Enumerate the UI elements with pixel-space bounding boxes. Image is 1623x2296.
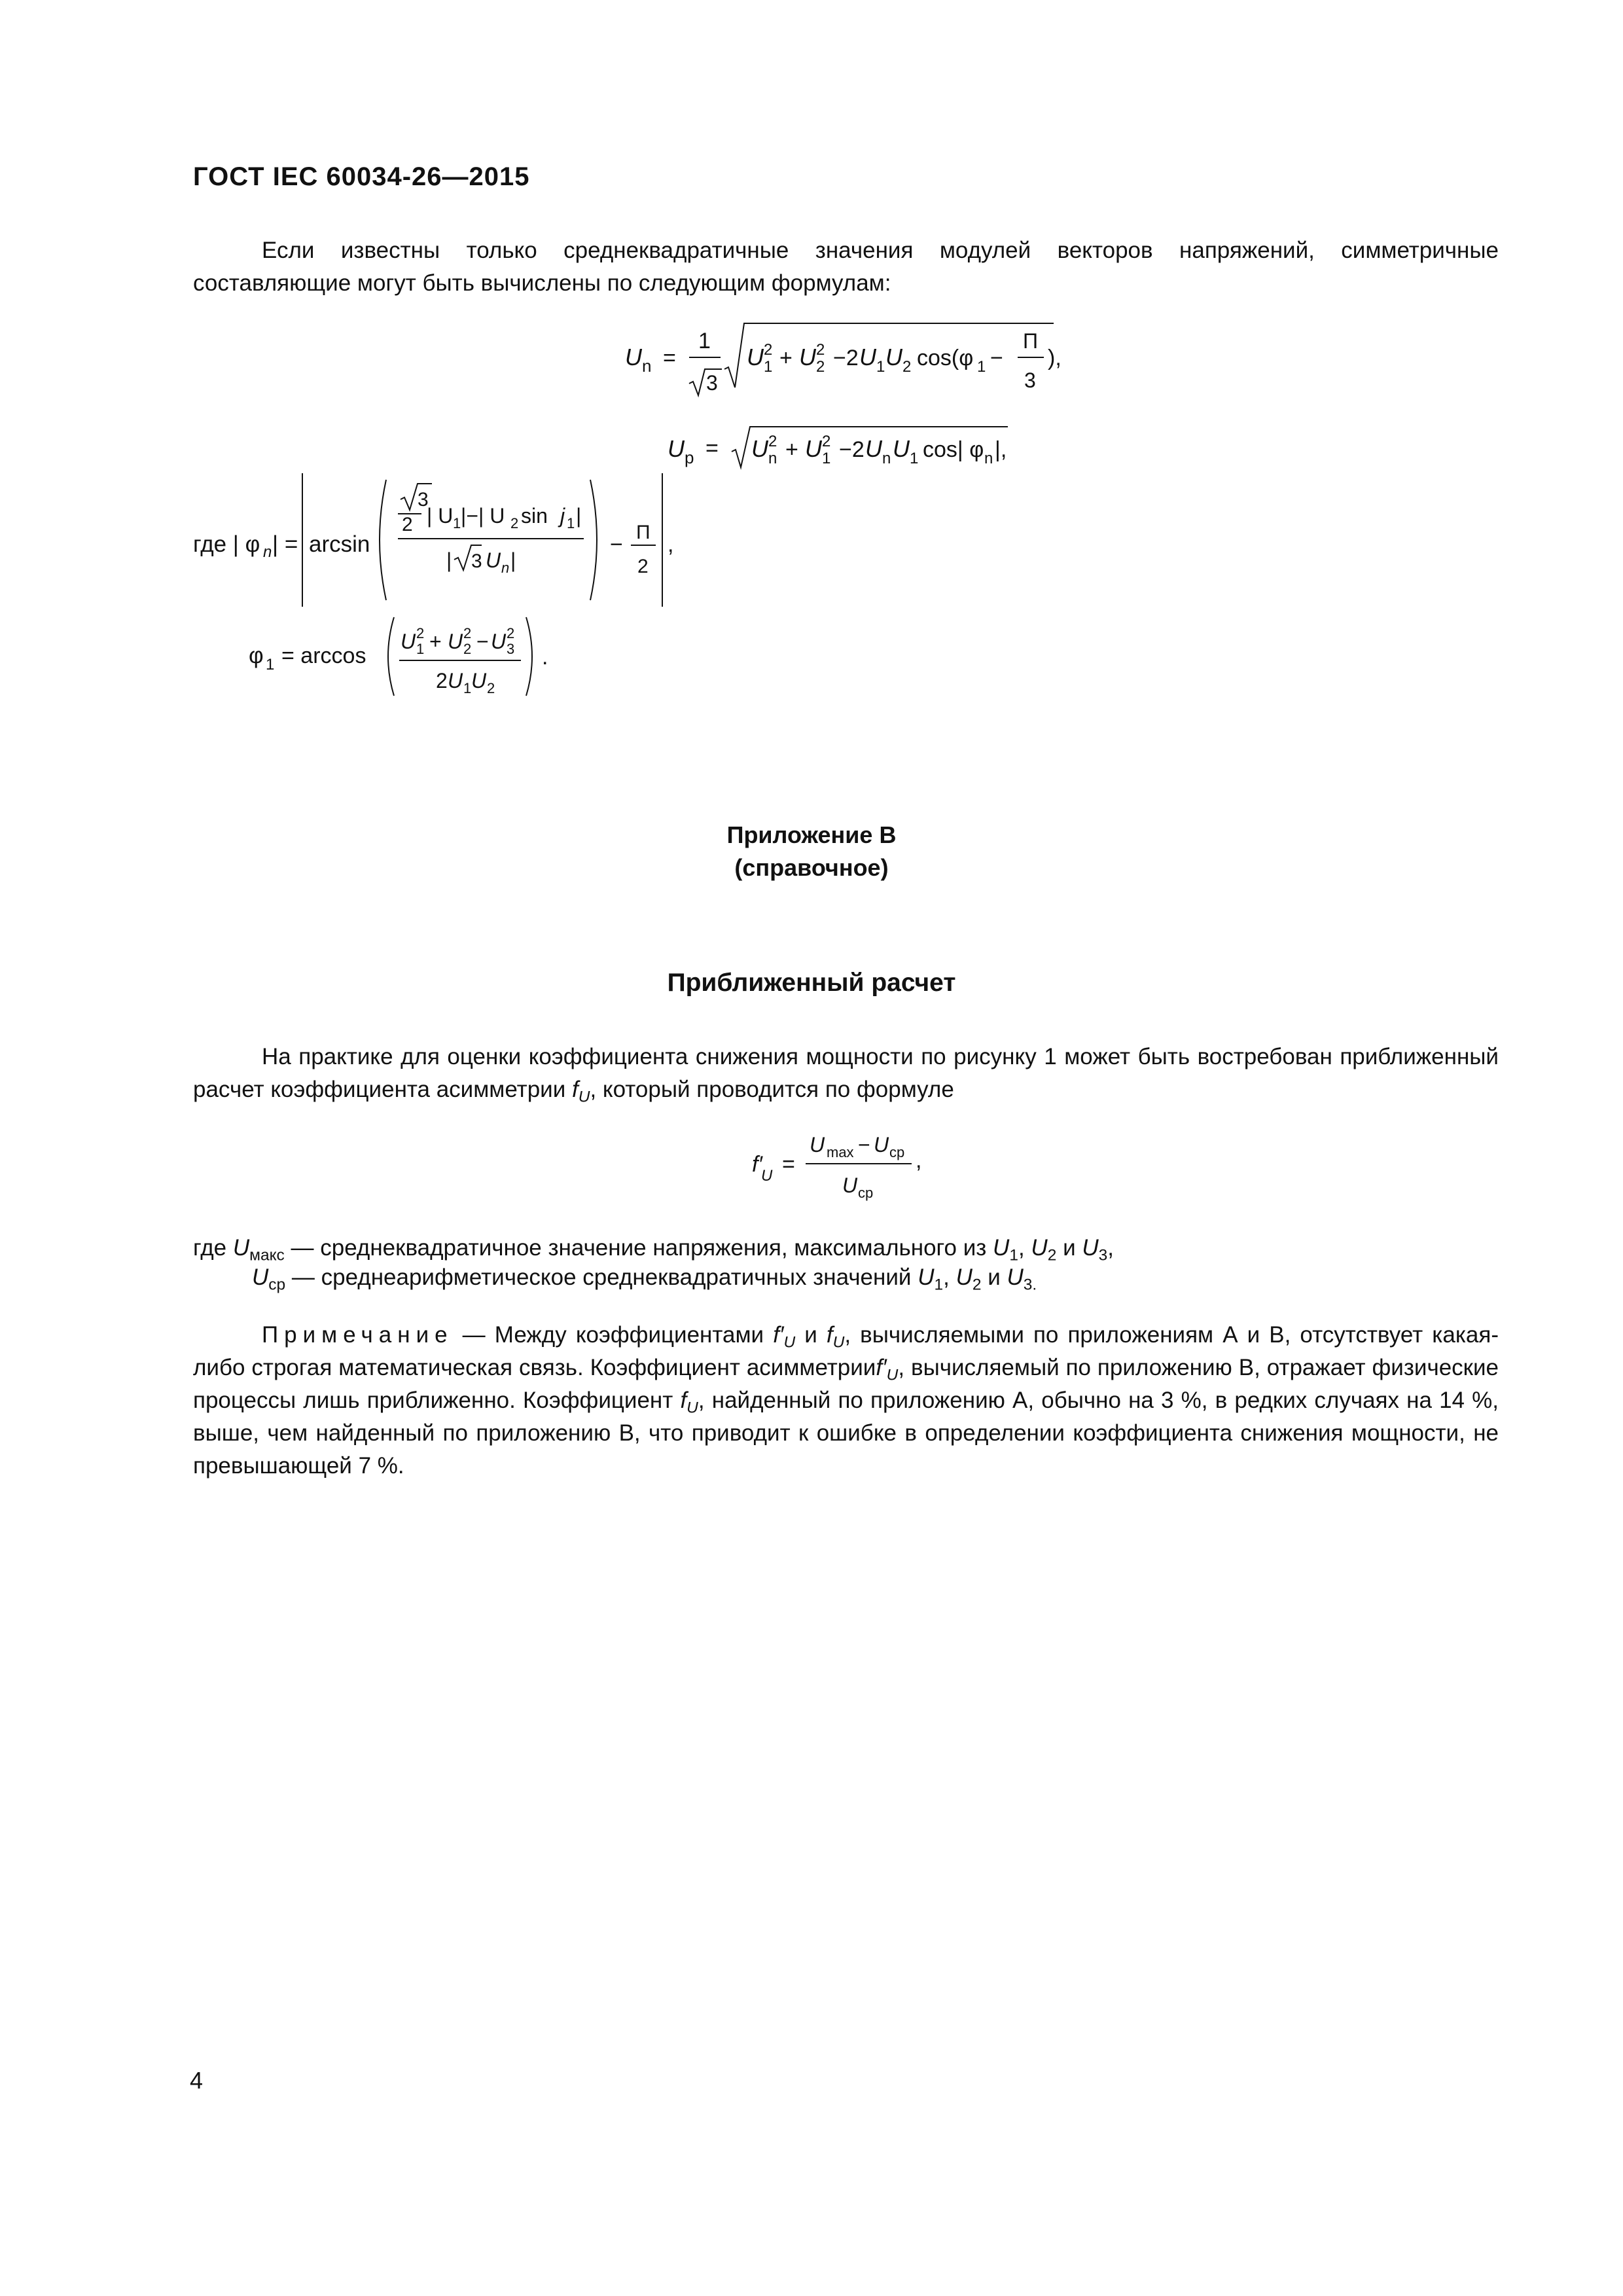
svg-text:U: U xyxy=(747,344,764,370)
svg-text:3: 3 xyxy=(1024,368,1036,392)
svg-text:cos(φ: cos(φ xyxy=(917,346,974,370)
svg-text:1: 1 xyxy=(463,680,472,696)
svg-text:2: 2 xyxy=(768,433,777,450)
svg-text:|: | xyxy=(510,548,516,572)
svg-text:cp: cp xyxy=(858,1185,874,1201)
svg-text:|: | xyxy=(576,504,582,528)
practice-text-after: , который проводится по формуле xyxy=(590,1077,954,1102)
svg-text:U: U xyxy=(486,548,501,572)
where-prefix: где xyxy=(193,1235,233,1261)
svg-text:U: U xyxy=(471,669,487,692)
svg-text:−2: −2 xyxy=(839,437,865,462)
svg-text:|,: |, xyxy=(995,437,1007,462)
svg-text:φ: φ xyxy=(249,643,264,668)
svg-text:1: 1 xyxy=(567,515,575,531)
svg-text:cp: cp xyxy=(889,1144,905,1160)
svg-text:= arccos: = arccos xyxy=(281,643,366,668)
svg-text:+: + xyxy=(779,346,793,370)
svg-text:n: n xyxy=(642,356,652,376)
svg-text:cos| φ: cos| φ xyxy=(923,437,984,462)
svg-text:1: 1 xyxy=(698,329,711,353)
svg-text:1: 1 xyxy=(822,450,831,467)
svg-text:2: 2 xyxy=(822,433,831,450)
svg-text:),: ), xyxy=(1048,346,1061,370)
note-part-4: , найденный по приложению А, обычно на 3 %, в редких случаях на 14 %, выше, чем найденный по приложению В, что приводит к ошибке в определении коэффициента снижения мощности, не превышающей 7 %. xyxy=(193,1388,1499,1479)
svg-text:2: 2 xyxy=(402,514,413,535)
svg-text:f′: f′ xyxy=(752,1152,762,1177)
svg-text:U: U xyxy=(859,344,876,370)
svg-text:2: 2 xyxy=(510,515,519,531)
svg-text:p: p xyxy=(685,448,694,467)
svg-text:U: U xyxy=(448,630,463,653)
svg-text:−2: −2 xyxy=(833,346,859,370)
note-label: Примечание xyxy=(262,1322,454,1348)
svg-text:Π: Π xyxy=(1023,329,1039,353)
svg-text:U: U xyxy=(893,435,910,462)
where-line-ucp: $U_{ср}$ — среднеарифметическое среднеквадратичных значений $U_1$, $U_2$ и $U_{3.}$ xyxy=(252,1265,1037,1294)
svg-text:U: U xyxy=(448,669,463,692)
svg-text:2: 2 xyxy=(487,680,495,696)
svg-text:2: 2 xyxy=(507,625,515,641)
svg-text:2: 2 xyxy=(764,341,773,359)
svg-text:n: n xyxy=(984,450,993,467)
practice-paragraph: На практике для оценки коэффициента снижения мощности по рисунку 1 может быть востребован приближенный расчет коэффициента асимметрии $f_U$, который проводится по формуле xyxy=(193,1044,1499,1106)
svg-text:−: − xyxy=(610,532,623,557)
svg-text:+: + xyxy=(429,630,442,653)
svg-text:3: 3 xyxy=(471,550,482,572)
svg-text:n: n xyxy=(882,450,891,467)
svg-text:3: 3 xyxy=(418,489,429,511)
svg-text:=: = xyxy=(782,1152,795,1177)
svg-text:=: = xyxy=(705,436,719,461)
formula-un xyxy=(625,314,1070,406)
svg-text:| =: | = xyxy=(272,531,298,557)
formula-up xyxy=(668,419,1034,478)
svg-text:2: 2 xyxy=(463,641,472,657)
svg-text:U: U xyxy=(751,435,768,462)
svg-text:3: 3 xyxy=(706,371,718,395)
svg-text:=: = xyxy=(663,346,676,370)
note-part-2: , вычисляемыми по приложениям А и В, отсутствует какая-либо строгая математическая связь. Коэффициент асимметрии xyxy=(193,1322,1499,1380)
svg-text:U: U xyxy=(885,344,902,370)
document-header: ГОСТ IEC 60034-26—2015 xyxy=(193,162,530,191)
svg-text:2: 2 xyxy=(416,625,425,641)
svg-text:U: U xyxy=(401,630,416,653)
svg-text:1: 1 xyxy=(764,358,773,376)
svg-text:,: , xyxy=(916,1148,922,1173)
svg-text:arcsin: arcsin xyxy=(309,531,370,557)
where-line-umax: где $U_{макс}$ — среднеквадратичное значение напряжения, максимального из $U_1$, $U_2$ и $U_3$, xyxy=(193,1235,1114,1265)
svg-text:U: U xyxy=(761,1167,773,1185)
where-umax-text: — среднеквадратичное значение напряжения, максимального из xyxy=(284,1235,993,1261)
svg-text:U: U xyxy=(865,435,882,462)
svg-text:1: 1 xyxy=(416,641,425,657)
svg-text:n: n xyxy=(501,560,510,576)
svg-text:где | φ: где | φ xyxy=(193,531,260,557)
formula-fu xyxy=(749,1126,959,1211)
svg-text:n: n xyxy=(768,450,777,467)
svg-text:U: U xyxy=(810,1133,825,1157)
svg-text:n: n xyxy=(263,543,272,561)
svg-text:2: 2 xyxy=(816,341,825,359)
svg-text:U: U xyxy=(799,344,816,370)
svg-text:1: 1 xyxy=(977,358,986,376)
appendix-title: Приложение В xyxy=(726,821,897,848)
svg-text:U: U xyxy=(805,435,822,462)
where-ucp-text: — среднеарифметическое среднеквадратичных значений xyxy=(285,1265,918,1290)
svg-text:,: , xyxy=(668,532,674,557)
svg-text:|: | xyxy=(446,548,452,572)
svg-text:2: 2 xyxy=(637,556,649,577)
svg-text:| U: | U xyxy=(427,504,454,528)
note-paragraph: Примечание — Между коэффициентами $f'_U$ и $f_U$, вычисляемыми по приложениям А и В, отсутствует какая-либо строгая математическая связь. Коэффициент $асимметрииf'_U$, вычисляемый по приложению В, отражает физические процессы лишь приближенно. Коэффициент $f_U$, найденный по приложению А, обычно на 3 %, в редких случаях на 14 %, выше, чем найденный по приложению В, что приводит к ошибке в определении коэффициента снижения мощности, не превышающей 7 %. xyxy=(193,1322,1499,1479)
svg-text:+: + xyxy=(785,437,798,462)
svg-text:2: 2 xyxy=(902,358,912,376)
svg-text:−: − xyxy=(476,630,489,653)
svg-text:U: U xyxy=(668,435,685,462)
note-part-1: — Между коэффициентами xyxy=(453,1322,774,1348)
svg-text:2: 2 xyxy=(463,625,472,641)
practice-text-before: На практике для оценки коэффициента снижения мощности по рисунку 1 может быть востребован приближенный расчет коэффициента асимметрии xyxy=(193,1044,1499,1102)
appendix-subtitle: (справочное) xyxy=(734,854,889,881)
note-part-3: , вычисляемый по приложению В, отражает физические процессы лишь приближенно. Коэффициент xyxy=(193,1355,1499,1413)
section-title: Приближенный расчет xyxy=(667,969,956,997)
page-number: 4 xyxy=(190,2067,204,2094)
svg-text:2: 2 xyxy=(816,358,825,376)
svg-text:U: U xyxy=(491,630,507,653)
intro-paragraph: Если известны только среднеквадратичные значения модулей векторов напряжений, симметричные составляющие могут быть вычислены по следующим формулам: xyxy=(193,238,1499,296)
svg-text:|−| U: |−| U xyxy=(461,504,505,528)
svg-text:1: 1 xyxy=(453,515,461,531)
formula-phi-1 xyxy=(249,612,589,700)
svg-text:U: U xyxy=(625,344,642,370)
svg-text:U: U xyxy=(874,1133,889,1157)
svg-text:U: U xyxy=(842,1174,858,1197)
svg-text:sin: sin xyxy=(521,504,548,528)
svg-text:max: max xyxy=(827,1144,854,1160)
formula-phi-n xyxy=(190,468,700,612)
svg-text:1: 1 xyxy=(876,358,885,376)
svg-text:3: 3 xyxy=(507,641,515,657)
svg-text:j: j xyxy=(560,504,565,528)
svg-text:Π: Π xyxy=(636,522,651,543)
svg-text:1: 1 xyxy=(266,656,275,673)
svg-text:−: − xyxy=(990,346,1003,370)
svg-text:.: . xyxy=(542,645,548,670)
svg-text:−: − xyxy=(858,1133,870,1157)
svg-text:1: 1 xyxy=(910,450,919,467)
svg-text:2: 2 xyxy=(436,669,448,692)
